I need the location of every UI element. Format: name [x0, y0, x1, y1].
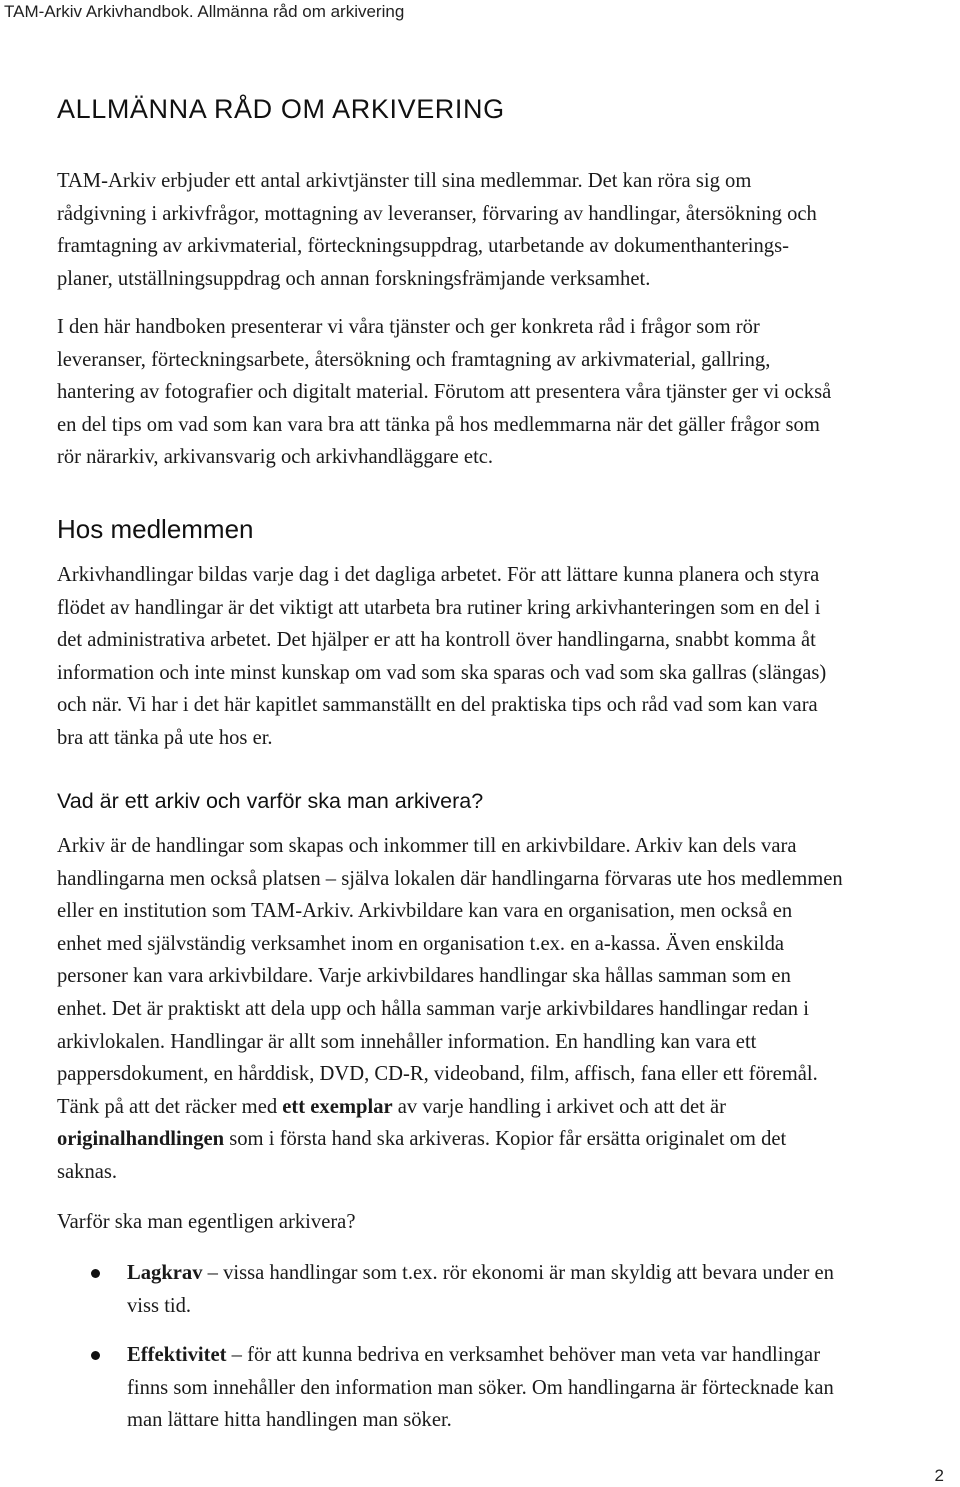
- text-line: viss tid.: [127, 1294, 192, 1317]
- text-line: man lättare hitta handlingen man söker.: [127, 1409, 452, 1432]
- text-line: planer, utställningsuppdrag och annan forskningsfrämjande verksamhet.: [57, 267, 651, 290]
- text-line: rör närarkiv, arkivansvarig och arkivhandläggare etc.: [57, 446, 494, 469]
- text-run: som i första hand ska arkiveras. Kopior får ersätta originalet om det: [224, 1128, 787, 1151]
- text-line: Varför ska man egentligen arkivera?: [57, 1211, 356, 1233]
- text-line: enhet med självständig verksamhet inom en organisation t.ex. en a-kassa. Även enskilda: [57, 932, 785, 955]
- text-line: arkivlokalen. Handlingar är allt som innehåller information. En handling kan vara ett: [57, 1030, 757, 1053]
- text-line: rådgivning i arkivfrågor, mottagning av leveranser, förvaring av handlingar, återsökning och: [57, 202, 817, 225]
- text-run: – vissa handlingar som t.ex. rör ekonomi är man skyldig att bevara under en: [202, 1262, 834, 1284]
- text-line: flödet av handlingar är det viktigt att utarbeta bra rutiner kring arkivhanteringen som en del i: [57, 596, 821, 619]
- text-line: [127, 1257, 834, 1290]
- text-line: eller en institution som TAM-Arkiv. Arkivbildare kan vara en organisation, men också en: [57, 900, 793, 923]
- text-line: Arkiv är de handlingar som skapas och inkommer till en arkivbildare. Arkiv kan dels vara: [57, 835, 797, 857]
- list-item: [57, 1257, 834, 1322]
- text-line: enhet. Det är praktiskt att dela upp och hålla samman varje arkivbildares handlingar redan i: [57, 997, 809, 1020]
- archive-paragraph: [57, 830, 960, 1189]
- emphasis-originalhandlingen: originalhandlingen: [57, 1128, 225, 1151]
- running-header: TAM-Arkiv Arkivhandbok. Allmänna råd om arkivering: [4, 2, 405, 21]
- intro-paragraph-2: [57, 311, 960, 474]
- bullet-term: Effektivitet: [127, 1344, 227, 1367]
- text-line: hantering av fotografier och digitalt material. Förutom att presentera våra tjänster ger vi också: [57, 381, 832, 404]
- list-item: [57, 1339, 834, 1437]
- text-line: bra att tänka på ute hos er.: [57, 726, 273, 749]
- text-line: leveranser, förteckningsarbete, återsökning och framtagning av arkivmaterial, gallring,: [57, 348, 771, 371]
- text-line: personer kan vara arkivbildare. Varje arkivbildares handlingar ska hållas samman som en: [57, 965, 791, 988]
- text-line: information och inte minst kunskap om vad som ska sparas och vad som ska gallras (slängas): [57, 661, 827, 684]
- text-run: – för att kunna bedriva en verksamhet behöver man veta var handlingar: [226, 1344, 821, 1367]
- text-line: en del tips om vad som kan vara bra att tänka på hos medlemmarna när det gäller frågor som: [57, 413, 820, 436]
- intro-paragraph-1: [57, 165, 960, 295]
- text-line: [127, 1339, 834, 1372]
- text-line: handlingarna men också platsen – själva lokalen där handlingarna förvaras ute hos medlemmen: [57, 867, 843, 890]
- member-paragraph: [57, 559, 960, 755]
- text-line: pappersdokument, en hårddisk, DVD, CD-R, videoband, film, affisch, fana eller ett föremål.: [57, 1063, 818, 1086]
- section-heading-member: Hos medlemmen: [57, 514, 254, 544]
- text-line: Arkivhandlingar bildas varje dag i det dagliga arbetet. För att lättare kunna planera och styra: [57, 564, 820, 586]
- bullet-icon: [91, 1351, 100, 1360]
- bullet-icon: [91, 1269, 100, 1278]
- text-line: finns som innehåller den information man söker. Om handlingarna är förtecknade kan: [127, 1376, 834, 1399]
- bullet-term: Lagkrav: [127, 1262, 203, 1284]
- section-heading-archive: Vad är ett arkiv och varför ska man arkivera?: [57, 789, 484, 813]
- reasons-list: [57, 1257, 834, 1437]
- question-paragraph: [57, 1206, 960, 1239]
- text-run: av varje handling i arkivet och att det är: [392, 1095, 727, 1118]
- text-line: saknas.: [57, 1160, 118, 1183]
- text-line: och när. Vi har i det här kapitlet sammanställt en del praktiska tips och råd vad som kan vara: [57, 694, 818, 717]
- text-line: I den här handboken presenterar vi våra tjänster och ger konkreta råd i frågor som rör: [57, 316, 760, 338]
- emphasis-ett-exemplar: ett exemplar: [282, 1095, 393, 1118]
- text-run: Tänk på att det räcker med: [57, 1095, 283, 1118]
- page-title: ALLMÄNNA RÅD OM ARKIVERING: [57, 94, 505, 124]
- text-line: TAM-Arkiv erbjuder ett antal arkivtjänster till sina medlemmar. Det kan röra sig om: [57, 170, 752, 192]
- page-number: 2: [934, 1466, 944, 1485]
- text-line: [57, 1091, 960, 1124]
- text-line: framtagning av arkivmaterial, förteckningsuppdrag, utarbetande av dokumenthanterings-: [57, 235, 789, 258]
- text-line: det administrativa arbetet. Det hjälper er att ha kontroll över handlingarna, snabbt komma åt: [57, 629, 816, 652]
- text-line: [57, 1123, 960, 1156]
